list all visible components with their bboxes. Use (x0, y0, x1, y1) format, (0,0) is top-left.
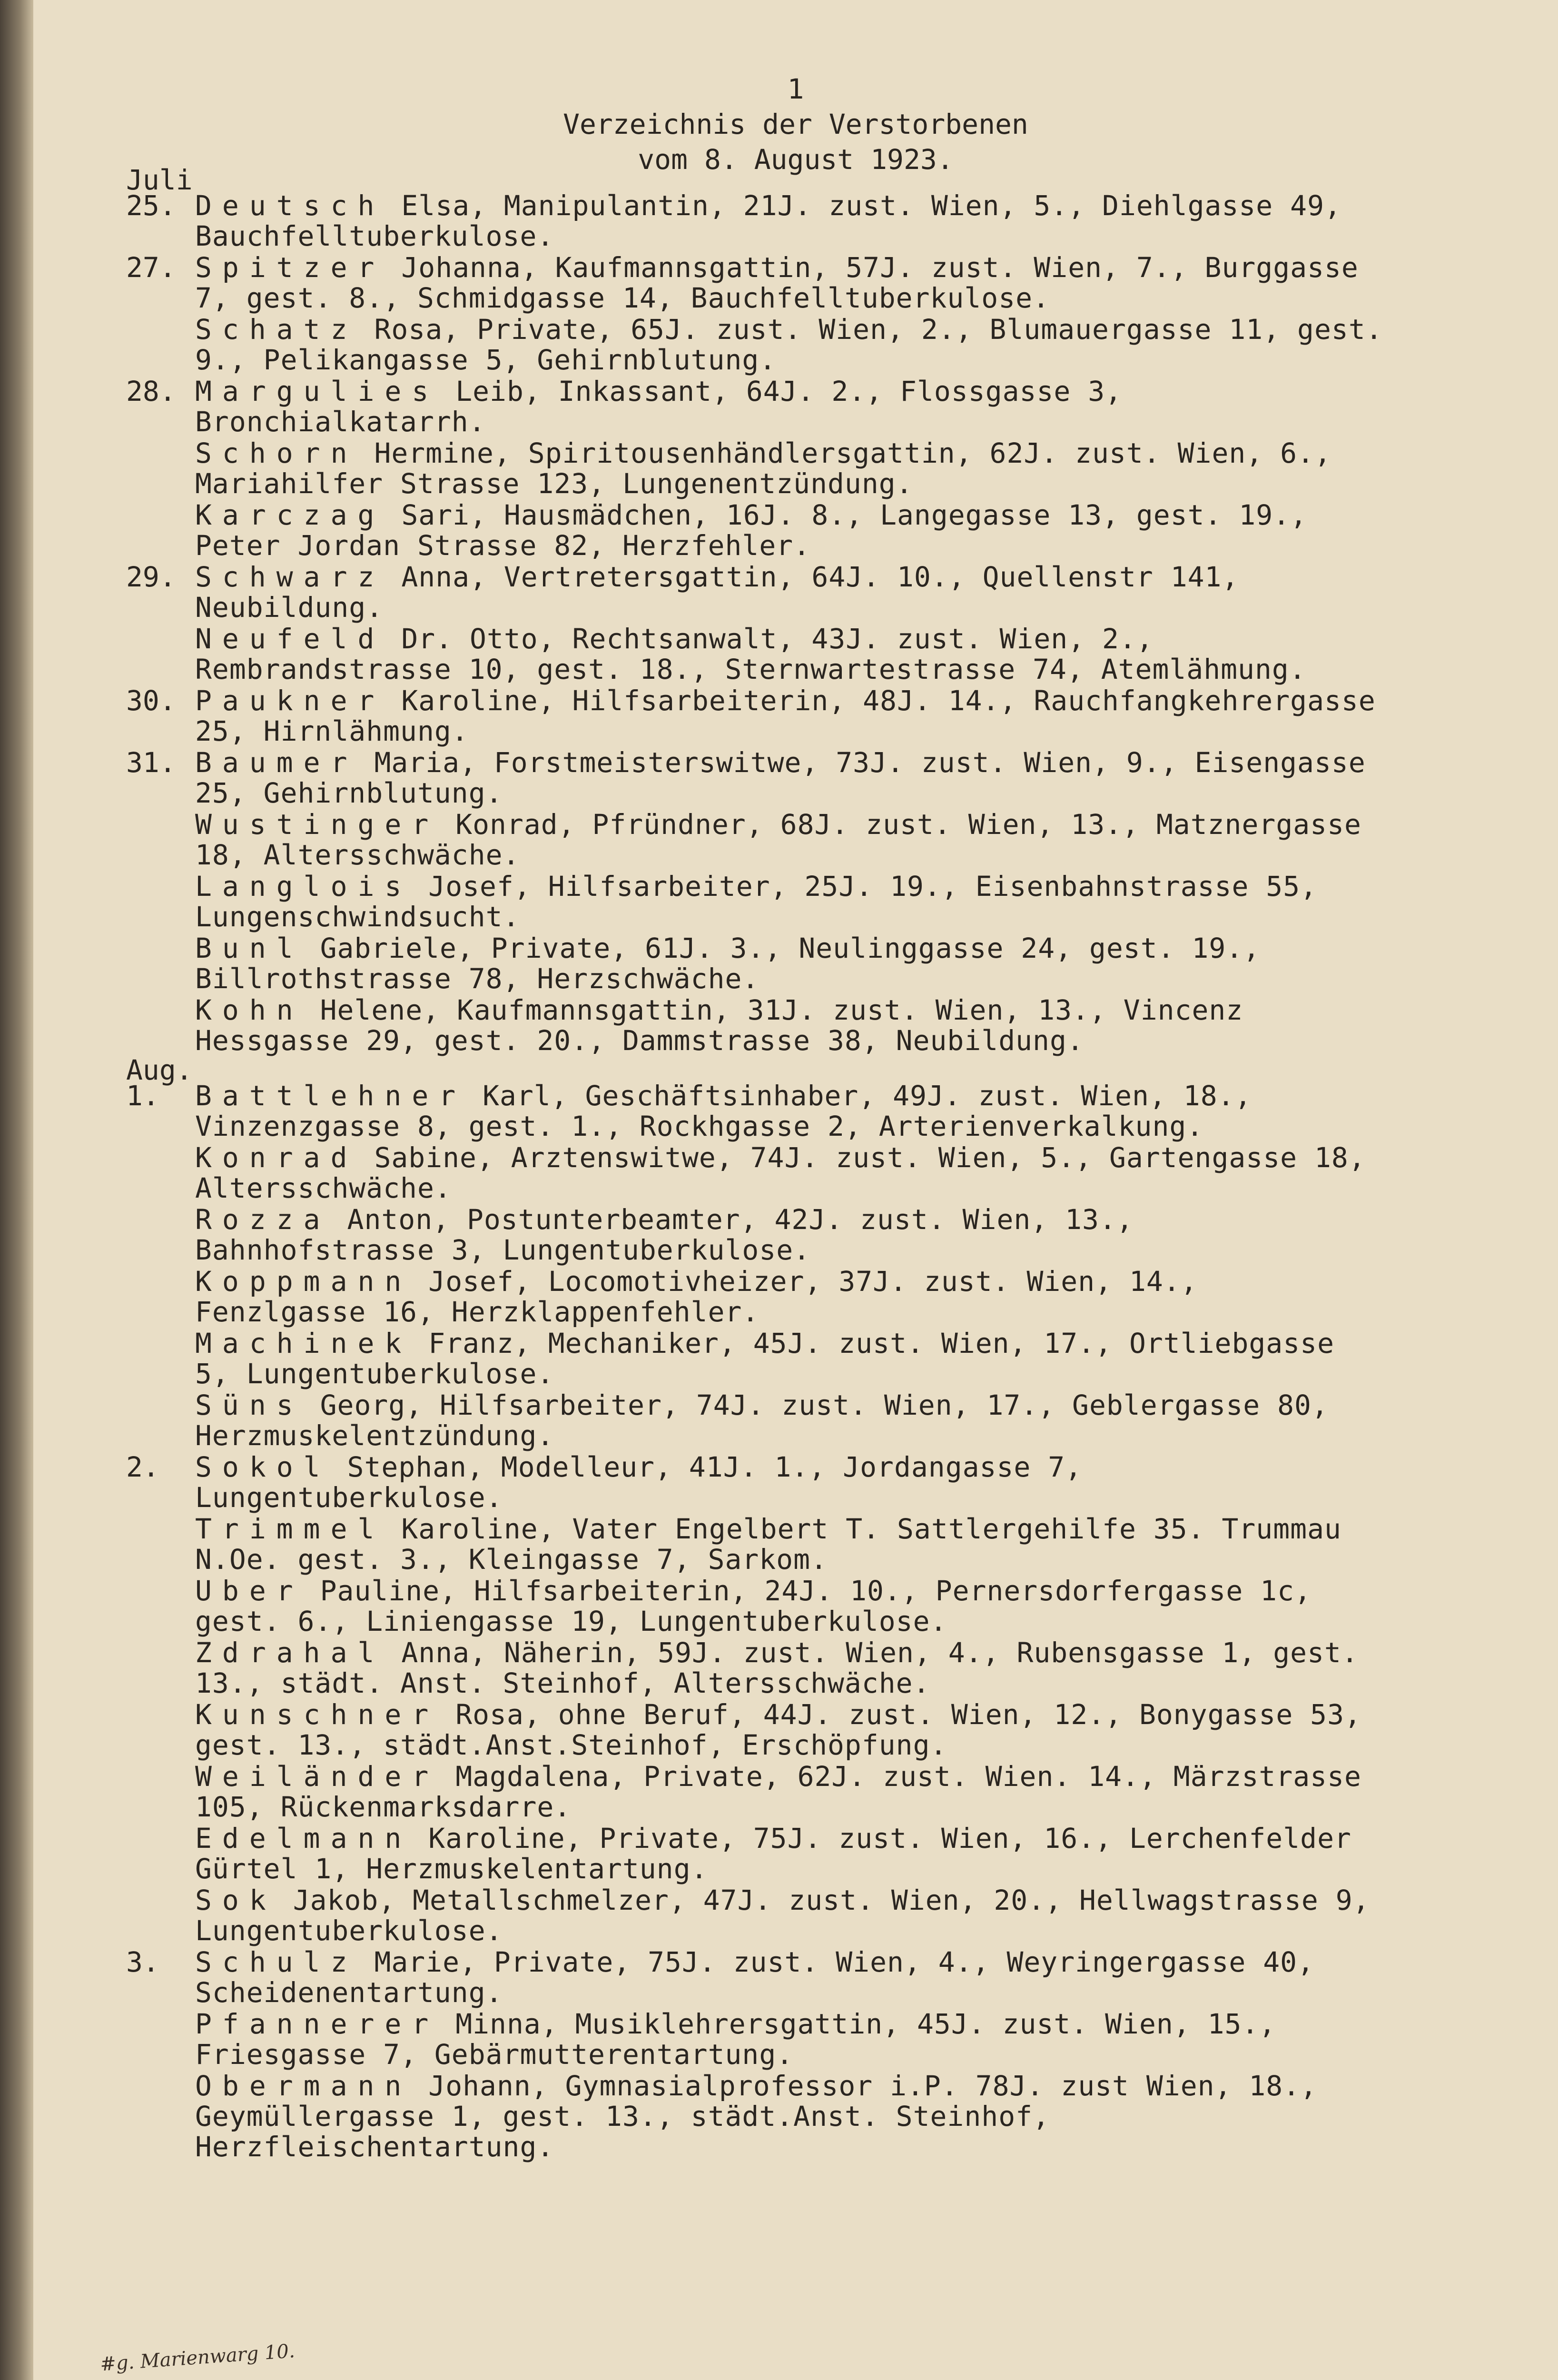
list-item (33, 1823, 1385, 1884)
entry-surname: Schorn (195, 437, 358, 469)
list-item (33, 1885, 1385, 1946)
entry-surname: Margulies (195, 375, 439, 407)
entry-surname: Schulz (195, 1946, 358, 1978)
list-item (33, 376, 1385, 437)
list-item (33, 2071, 1385, 2162)
entry-details: Jakob, Metallschmelzer, 47J. zust. Wien, 20., Hellwagstrasse 9, Lungentuberkulose. (195, 1884, 1370, 1947)
entry-details: Gabriele, Private, 61J. 3., Neulinggasse 24, gest. 19., Billrothstrasse 78, Herzschwäche. (195, 932, 1261, 995)
list-item (33, 1699, 1385, 1760)
entry-surname: Sokol (195, 1451, 331, 1483)
page-number: 1 (787, 73, 804, 105)
list-item (33, 438, 1385, 499)
page-header (33, 71, 1558, 177)
list-item (33, 747, 1385, 808)
entry-surname: Neufeld (195, 623, 385, 655)
entry-details: Anna, Vertretersgattin, 64J. 10., Quellenstr 141, Neubildung. (195, 561, 1239, 624)
list-item (33, 1266, 1385, 1327)
list-item (33, 1947, 1385, 2008)
entry-surname: Rozza (195, 1203, 331, 1236)
entry-day: 30. (126, 684, 176, 717)
entry-details: Stephan, Modelleur, 41J. 1., Jordangasse 7, Lungentuberkulose. (195, 1451, 1083, 1514)
page-date: vom 8. August 1923. (638, 143, 954, 176)
entry-surname: Trimmel (195, 1513, 385, 1545)
entry-surname: Spitzer (195, 251, 385, 284)
month-label-july: Juli (126, 164, 193, 196)
page-title: Verzeichnis der Verstorbenen (563, 108, 1028, 140)
entry-surname: Obermann (195, 2070, 412, 2102)
list-item (33, 871, 1385, 932)
entry-day: 28. (126, 375, 176, 407)
entry-details: Magdalena, Private, 62J. zust. Wien. 14., Märzstrasse 105, Rückenmarksdarre. (195, 1760, 1361, 1823)
entry-surname: Machinek (195, 1327, 412, 1359)
entry-surname: Wustinger (195, 808, 439, 841)
entry-details: Pauline, Hilfsarbeiterin, 24J. 10., Pernersdorfergasse 1c, gest. 6., Liniengasse 19, Lungentuberkulose. (195, 1575, 1311, 1637)
list-item (33, 809, 1385, 870)
list-item (33, 1761, 1385, 1822)
entry-surname: Zdrahal (195, 1636, 385, 1669)
entry-details: Franz, Mechaniker, 45J. zust. Wien, 17., Ortliebgasse 5, Lungentuberkulose. (195, 1327, 1334, 1390)
entry-day: 25. (126, 189, 176, 222)
entry-details: Maria, Forstmeisterswitwe, 73J. zust. Wien, 9., Eisengasse 25, Gehirnblutung. (195, 746, 1366, 809)
book-binding (0, 0, 33, 2380)
entry-details: Minna, Musiklehrersgattin, 45J. zust. Wien, 15., Friesgasse 7, Gebärmutterentartung. (195, 2008, 1276, 2071)
entry-surname: Langlois (195, 870, 412, 902)
list-item (33, 1081, 1385, 1141)
entry-details: Johann, Gymnasialprofessor i.P. 78J. zust Wien, 18., Geymüllergasse 1, gest. 13., städt.Anst. Steinhof, Herzfleischentartung. (195, 2070, 1318, 2163)
entry-details: Rosa, Private, 65J. zust. Wien, 2., Blumauergasse 11, gest. 9., Pelikangasse 5, Gehirnblutung. (195, 313, 1383, 376)
deaths-list (33, 164, 1558, 2163)
list-item (33, 2009, 1385, 2070)
entry-day: 31. (126, 746, 176, 779)
entry-surname: Sok (195, 1884, 276, 1916)
entry-surname: Konrad (195, 1141, 358, 1174)
entry-details: Johanna, Kaufmannsgattin, 57J. zust. Wien, 7., Burggasse 7, gest. 8., Schmidgasse 14, Bauchfelltuberkulose. (195, 251, 1359, 314)
entry-surname: Bunl (195, 932, 304, 964)
entry-details: Anton, Postunterbeamter, 42J. zust. Wien, 13., Bahnhofstrasse 3, Lungentuberkulose. (195, 1203, 1134, 1266)
entry-surname: Kohn (195, 994, 304, 1026)
entry-details: Karoline, Hilfsarbeiterin, 48J. 14., Rauchfangkehrergasse 25, Hirnlähmung. (195, 684, 1376, 747)
entry-details: Rosa, ohne Beruf, 44J. zust. Wien, 12., Bonygasse 53, gest. 13., städt.Anst.Steinhof, Erschöpfung. (195, 1698, 1361, 1761)
entry-surname: Kunschner (195, 1698, 439, 1731)
entry-surname: Edelmann (195, 1822, 412, 1854)
entry-details: Karoline, Vater Engelbert T. Sattlergehilfe 35. Trummau N.Oe. gest. 3., Kleingasse 7, Sarkom. (195, 1513, 1341, 1576)
entry-details: Konrad, Pfründner, 68J. zust. Wien, 13., Matznergasse 18, Altersschwäche. (195, 808, 1361, 871)
entry-surname: Uber (195, 1575, 304, 1607)
entry-surname: Pfannerer (195, 2008, 439, 2040)
list-item (33, 995, 1385, 1056)
entry-details: Dr. Otto, Rechtsanwalt, 43J. zust. Wien, 2., Rembrandstrasse 10, gest. 18., Sternwartestrasse 74, Atemlähmung. (195, 623, 1306, 685)
entry-surname: Paukner (195, 684, 385, 717)
list-item (33, 190, 1385, 251)
entry-details: Elsa, Manipulantin, 21J. zust. Wien, 5., Diehlgasse 49, Bauchfelltuberkulose. (195, 189, 1341, 252)
entry-surname: Weiländer (195, 1760, 439, 1793)
entry-surname: Süns (195, 1389, 304, 1421)
list-item (33, 500, 1385, 561)
entry-details: Georg, Hilfsarbeiter, 74J. zust. Wien, 17., Geblergasse 80, Herzmuskelentzündung. (195, 1389, 1329, 1452)
entry-day: 27. (126, 251, 176, 284)
entry-day: 2. (126, 1451, 159, 1483)
list-item (33, 1204, 1385, 1265)
entry-details: Helene, Kaufmannsgattin, 31J. zust. Wien, 13., Vincenz Hessgasse 29, gest. 20., Dammstrasse 38, Neubildung. (195, 994, 1243, 1057)
handwritten-note: #g. Marienwarg 10. (99, 2340, 296, 2376)
entry-details: Josef, Locomotivheizer, 37J. zust. Wien, 14., Fenzlgasse 16, Herzklappenfehler. (195, 1265, 1198, 1328)
entry-surname: Karczag (195, 499, 385, 531)
list-item (33, 1142, 1385, 1203)
list-item (33, 314, 1385, 375)
entry-surname: Koppmann (195, 1265, 412, 1298)
entry-surname: Deutsch (195, 189, 385, 222)
entry-day: 29. (126, 561, 176, 593)
list-item (33, 1390, 1385, 1451)
list-item (33, 1637, 1385, 1698)
list-item (33, 1452, 1385, 1513)
document-page (33, 0, 1558, 2380)
entry-day: 3. (126, 1946, 159, 1978)
entry-surname: Battlehner (195, 1080, 466, 1112)
entry-details: Hermine, Spiritousenhändlersgattin, 62J. zust. Wien, 6., Mariahilfer Strasse 123, Lungenentzündung. (195, 437, 1331, 500)
list-item (33, 252, 1385, 313)
entry-details: Sabine, Arztenswitwe, 74J. zust. Wien, 5., Gartengasse 18, Altersschwäche. (195, 1141, 1366, 1204)
entry-details: Sari, Hausmädchen, 16J. 8., Langegasse 13, gest. 19., Peter Jordan Strasse 82, Herzfehler. (195, 499, 1308, 562)
month-label-august: Aug. (126, 1054, 193, 1086)
entry-details: Karl, Geschäftsinhaber, 49J. zust. Wien, 18., Vinzenzgasse 8, gest. 1., Rockhgasse 2, Arterienverkalkung. (195, 1080, 1252, 1142)
entry-surname: Schwarz (195, 561, 385, 593)
list-item (33, 933, 1385, 994)
list-item (33, 1514, 1385, 1575)
entry-surname: Schatz (195, 313, 358, 346)
entry-details: Marie, Private, 75J. zust. Wien, 4., Weyringergasse 40, Scheidenentartung. (195, 1946, 1314, 2009)
list-item (33, 562, 1385, 623)
entry-day: 1. (126, 1080, 159, 1112)
entry-details: Karoline, Private, 75J. zust. Wien, 16., Lerchenfelder Gürtel 1, Herzmuskelentartung. (195, 1822, 1351, 1885)
list-item (33, 1576, 1385, 1636)
entry-details: Josef, Hilfsarbeiter, 25J. 19., Eisenbahnstrasse 55, Lungenschwindsucht. (195, 870, 1318, 933)
list-item (33, 1328, 1385, 1389)
entry-details: Leib, Inkassant, 64J. 2., Flossgasse 3, Bronchialkatarrh. (195, 375, 1123, 438)
entry-surname: Baumer (195, 746, 358, 779)
entry-details: Anna, Näherin, 59J. zust. Wien, 4., Rubensgasse 1, gest. 13., städt. Anst. Steinhof, Altersschwäche. (195, 1636, 1359, 1699)
list-item (33, 685, 1385, 746)
list-item (33, 624, 1385, 684)
